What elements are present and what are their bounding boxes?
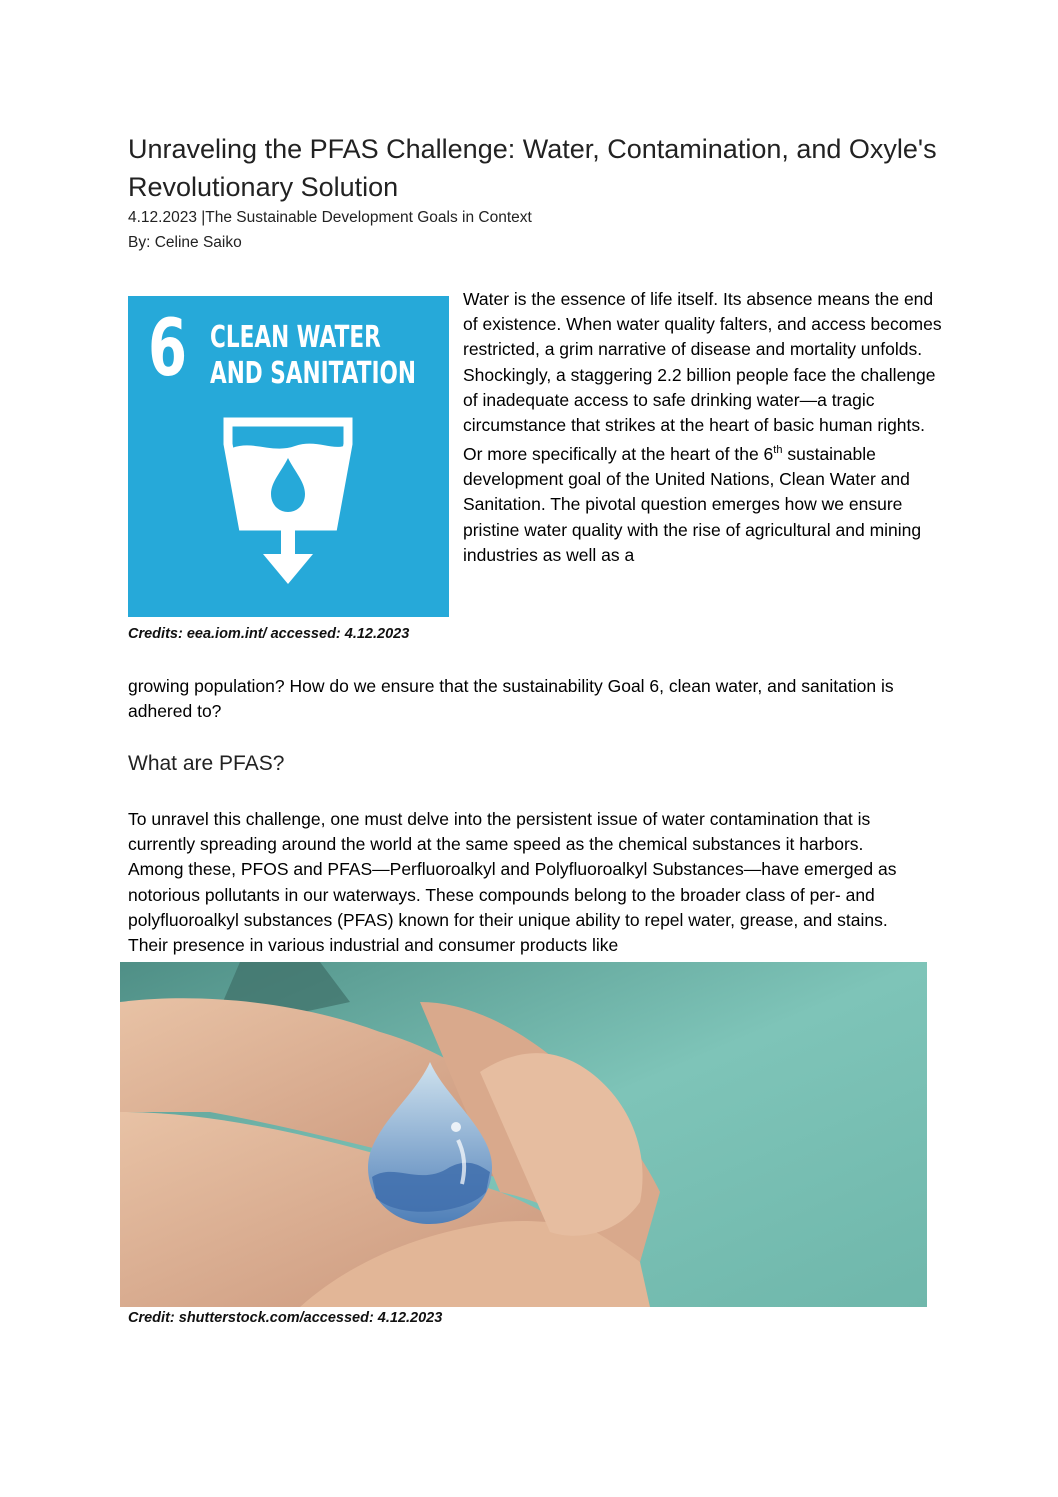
- intro-text-b: sustainable development goal of the United Nations, Clean Water and Sanitation. The pivotal question emerges how we ensure pristine water quality with the rise of agricultural and mining industries as well as a: [463, 444, 922, 565]
- hands-water-drop-photo: [120, 962, 927, 1307]
- pfas-paragraph: To unravel this challenge, one must delve into the persistent issue of water contamination that is currently spreading around the world at the same speed as the chemical substances it harbors. Among these, PFOS and PFAS—Perfluoroalkyl and Polyfluoroalkyl Substances—have emerged as notorious pollutants in our waterways. These compounds belong to the broader class of per- and polyfluoroalkyl substances (PFAS) known for their unique ability to repel water, grease, and stains. Their presence in various industrial and consumer products like: [128, 809, 897, 956]
- sdg-label-line2: AND SANITATION: [210, 356, 416, 391]
- sdg-6-badge: [128, 296, 449, 617]
- continuation-paragraph: growing population? How do we ensure that the sustainability Goal 6, clean water, and sanitation is adhered to?: [128, 676, 894, 722]
- date-line: 4.12.2023 |The Sustainable Development Goals in Context: [128, 209, 532, 226]
- author-line: By: Celine Saiko: [128, 234, 242, 251]
- intro-superscript: th: [773, 444, 783, 457]
- intro-text-a: Water is the essence of life itself. Its absence means the end of existence. When water quality falters, and access becomes restricted, a grim narrative of disease and mortality unfolds. Shockingly, a staggering 2.2 billion people face the challenge of inadequate access to safe drinking water—a tragic circumstance that strikes at the heart of basic human rights. Or more specifically at the heart of the 6: [463, 289, 942, 465]
- sdg-label: [210, 320, 416, 392]
- sdg-label-line1: CLEAN WATER: [210, 320, 381, 355]
- section-heading: What are PFAS?: [128, 752, 285, 775]
- photo-caption: Credit: shutterstock.com/accessed: 4.12.2023: [128, 1310, 443, 1326]
- sdg-image-caption: Credits: eea.iom.int/ accessed: 4.12.2023: [128, 626, 410, 642]
- sdg-number: 6: [148, 304, 188, 394]
- water-glass-icon: [223, 416, 353, 591]
- article-title: Unraveling the PFAS Challenge: Water, Contamination, and Oxyle's Revolutionary Solution: [128, 134, 937, 202]
- intro-paragraph: [463, 287, 943, 568]
